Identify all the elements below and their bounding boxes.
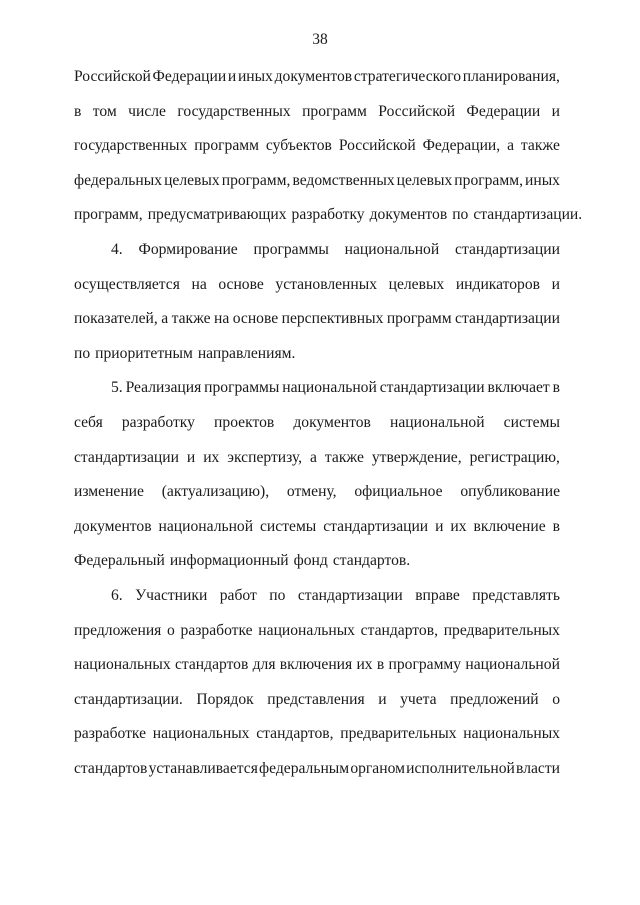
word: федеральных [74, 171, 163, 189]
word: документов [293, 413, 371, 431]
word: осуществляется [74, 275, 180, 293]
text-line [74, 204, 583, 239]
word: вправе [415, 586, 460, 604]
word: также [171, 310, 211, 328]
text-line [74, 101, 560, 136]
word: основе [232, 310, 279, 328]
word: стандартов. [332, 552, 411, 570]
word: в [552, 517, 560, 535]
word: устанавливается [148, 759, 258, 777]
word: Формирование [138, 240, 238, 258]
word: в [376, 656, 385, 674]
word: документов [369, 206, 448, 224]
word: Российской [378, 102, 456, 120]
word: национальной [282, 379, 377, 397]
word: документов [274, 68, 353, 85]
word: программ [194, 137, 259, 155]
word: а [507, 137, 514, 155]
text-line [74, 377, 560, 412]
word: себя [74, 413, 103, 431]
text-line [74, 135, 560, 170]
word: предложений [450, 690, 539, 708]
word: федеральным [259, 759, 350, 777]
word: 4. [111, 240, 123, 258]
word: индикаторов [455, 275, 541, 293]
word: национальной [465, 656, 560, 674]
word: стандартов, [360, 621, 438, 639]
text-line [74, 308, 560, 343]
word: по [452, 206, 469, 224]
word: регистрацию, [469, 448, 560, 466]
word: и [186, 448, 196, 466]
word: национальной [390, 413, 485, 431]
word: планирования, [462, 68, 560, 85]
word: по [74, 344, 91, 362]
word: и [551, 102, 560, 120]
word: государственных [177, 102, 291, 120]
document-body [74, 66, 583, 792]
word: включение [473, 517, 546, 535]
word: программ, [74, 206, 143, 224]
word: документов [74, 517, 152, 535]
word: фонд [293, 552, 328, 570]
text-line [74, 170, 560, 205]
word: направлениям. [197, 344, 296, 362]
word: о [167, 621, 175, 639]
word: системы [260, 517, 317, 535]
word: учета [400, 690, 437, 708]
word: проектов [214, 413, 275, 431]
word: и [551, 275, 560, 293]
text-line [74, 239, 560, 274]
text-line [74, 412, 560, 447]
word: разработку [121, 413, 195, 431]
word: иных [237, 68, 273, 85]
word: целевых [396, 171, 453, 189]
word: национальной [158, 517, 254, 535]
word: ведомственных [292, 171, 395, 189]
word: отмену, [286, 483, 337, 501]
word: также [520, 137, 560, 155]
word: разработке [74, 725, 147, 743]
word: официальное [354, 483, 443, 501]
word: для [252, 656, 276, 674]
word: установленных [275, 275, 378, 293]
word: предварительных [340, 725, 457, 743]
word: показателей, [74, 310, 158, 328]
word: национальных [463, 725, 560, 743]
word: Российской [74, 68, 151, 85]
word: программ, [454, 171, 523, 189]
word: программ [386, 310, 452, 328]
word: и [227, 68, 237, 85]
word: стандартов [174, 656, 249, 674]
word: целевых [164, 171, 220, 189]
word: стандартов, [256, 725, 334, 743]
word: по [269, 586, 286, 604]
text-line [74, 550, 560, 585]
word: программы [204, 379, 280, 397]
text-line [74, 274, 560, 309]
word: Российской [338, 137, 416, 155]
word: государственных [74, 137, 188, 155]
word: национальной [344, 240, 440, 258]
word: экспертизу, [227, 448, 303, 466]
word: изменение [74, 483, 144, 501]
word: включения [279, 656, 353, 674]
word: целевых [388, 275, 445, 293]
word: субъектов [265, 137, 332, 155]
word: стандартизации [455, 240, 560, 258]
word: их [203, 448, 220, 466]
word: также [324, 448, 364, 466]
word: 6. [111, 586, 123, 604]
word: в [552, 379, 560, 397]
word: стандартизации [323, 517, 429, 535]
word: том [92, 102, 117, 120]
word: в [74, 102, 82, 120]
word: стандартизации [379, 379, 485, 397]
word: органом [350, 759, 405, 777]
word: Федерации [466, 102, 541, 120]
word: их [450, 517, 467, 535]
text-line [74, 481, 560, 516]
word: на [214, 310, 230, 328]
word: 5. [111, 379, 123, 397]
word: и [435, 517, 444, 535]
word: национальных [152, 725, 250, 743]
word: (актуализацию), [161, 483, 270, 501]
word: утверждение, [371, 448, 462, 466]
word: информационный [169, 552, 289, 570]
text-line [74, 689, 560, 724]
text-line [74, 620, 560, 655]
word: стандартизации [297, 586, 403, 604]
word: разработку [291, 206, 365, 224]
text-line [74, 654, 560, 689]
word: Федеральный [74, 552, 165, 570]
word: числе [128, 102, 166, 120]
word: стратегического [353, 68, 462, 85]
word: разработке [180, 621, 253, 639]
word: предусматривающих [147, 206, 287, 224]
word: программ, [221, 171, 291, 189]
word: их [356, 656, 373, 674]
word: а [161, 310, 169, 328]
word: исполнительной [406, 759, 515, 777]
word: программ [302, 102, 367, 120]
word: иных [525, 171, 560, 189]
word: включает [487, 379, 550, 397]
word: на [191, 275, 207, 293]
text-line [74, 66, 560, 101]
word: Федерации [152, 68, 227, 85]
word: основе [218, 275, 264, 293]
word: работ [219, 586, 257, 604]
word: программу [388, 656, 462, 674]
word: стандартов [74, 759, 148, 777]
word: предварительных [443, 621, 560, 639]
word: перспективных [281, 310, 384, 328]
word: а [310, 448, 317, 466]
word: Реализация [125, 379, 202, 397]
word: стандартизации [455, 310, 560, 328]
word: опубликование [460, 483, 560, 501]
word: представлять [472, 586, 560, 604]
word: национальных [74, 656, 171, 674]
text-line [74, 447, 560, 482]
text-line [74, 516, 560, 551]
word: о [552, 690, 560, 708]
word: власти [516, 759, 560, 777]
word: стандартизации. [473, 206, 583, 224]
page-number: 38 [312, 31, 328, 48]
word: и [378, 690, 387, 708]
text-line [74, 343, 560, 378]
word: стандартизации. [74, 690, 183, 708]
text-line [74, 723, 560, 758]
word: программы [253, 240, 329, 258]
word: стандартизации [74, 448, 179, 466]
text-line [74, 585, 560, 620]
word: Федерации, [422, 137, 501, 155]
word: представления [267, 690, 365, 708]
word: национальных [258, 621, 355, 639]
word: предложения [74, 621, 162, 639]
word: Участники [135, 586, 208, 604]
word: системы [503, 413, 560, 431]
word: Порядок [196, 690, 254, 708]
word: приоритетным [95, 344, 193, 362]
text-line [74, 758, 560, 793]
